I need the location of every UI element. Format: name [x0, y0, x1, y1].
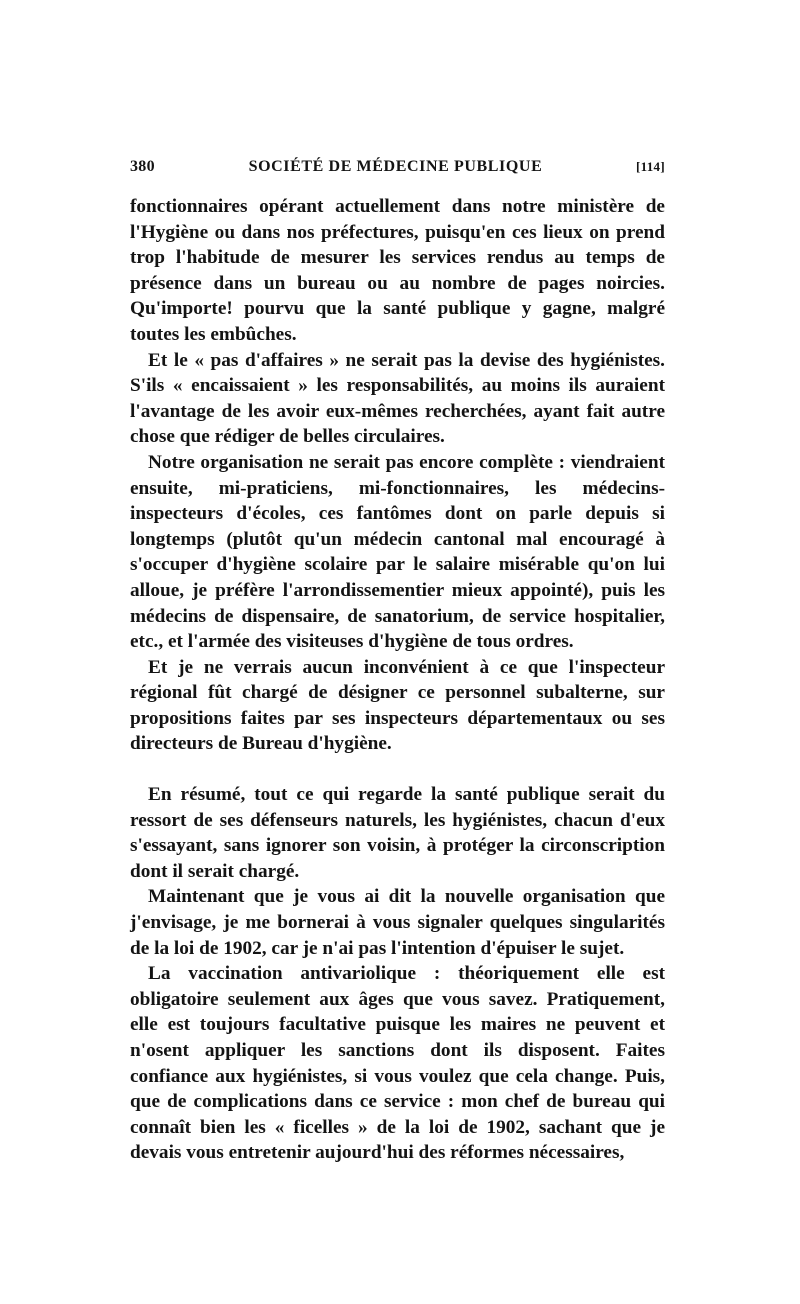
running-header: [130, 158, 665, 194]
page-number: 380: [130, 158, 155, 175]
paragraph-3: Notre organisation ne serait pas encore complète : viendraient ensuite, mi-praticiens, mi-fonctionnaires, les médecins-inspecteurs d'écoles, ces fantômes dont on parle depuis si longtemps (plutôt qu'un médecin cantonal mal encouragé à s'occuper d'hygiène scolaire par le salaire misérable qu'on lui alloue, je préfère l'arrondissementier mieux appointé), puis les médecins de dispensaire, de sanatorium, de service hospitalier, etc., et l'armée des visiteuses d'hygiène de tous ordres.: [130, 451, 665, 653]
body-text: [130, 194, 665, 1166]
running-title: SOCIÉTÉ DE MÉDECINE PUBLIQUE: [248, 158, 543, 175]
paragraph-1: fonctionnaires opérant actuellement dans notre ministère de l'Hygiène ou dans nos préfectures, puisqu'en ces lieux on prend trop l'habitude de mesurer les services rendus au temps de présence dans un bureau ou au nombre de pages noircies. Qu'importe! pourvu que la santé publique y gagne, malgré toutes les embûches.: [130, 196, 665, 345]
paragraph-6: Maintenant que je vous ai dit la nouvelle organisation que j'envisage, je me bornerai à vous signaler quelques singularités de la loi de 1902, car je n'ai pas l'intention d'épuiser le sujet.: [130, 886, 665, 959]
paragraph-4: Et je ne verrais aucun inconvénient à ce que l'inspecteur régional fût chargé de désigner ce personnel subalterne, sur propositions faites par ses inspecteurs départementaux ou ses directeurs de Bureau d'hygiène.: [130, 656, 665, 755]
paragraph-2: Et le « pas d'affaires » ne serait pas la devise des hygiénistes. S'ils « encaissaient » les responsabilités, au moins ils auraient l'avantage de les avoir eux-mêmes recherchées, ayant fait autre chose que rédiger de belles circulaires.: [130, 349, 665, 448]
paragraph-5: En résumé, tout ce qui regarde la santé publique serait du ressort de ses défenseurs naturels, les hygiénistes, chacun d'eux s'essayant, sans ignorer son voisin, à protéger la circonscription dont il serait chargé.: [130, 784, 665, 882]
section-reference: [114]: [636, 159, 665, 174]
document-page: [130, 158, 665, 1166]
paragraph-7: La vaccination antivariolique : théoriquement elle est obligatoire seulement aux âges que vous savez. Pratiquement, elle est toujours facultative puisque les maires ne peuvent et n'osent appliquer les sanctions dont ils disposent. Faites confiance aux hygiénistes, si vous voulez que cela change. Puis, que de complications dans ce service : mon chef de bureau qui connaît bien les « ficelles » de la loi de 1902, sachant que je devais vous entretenir aujourd'hui des réformes nécessaires,: [130, 963, 665, 1164]
